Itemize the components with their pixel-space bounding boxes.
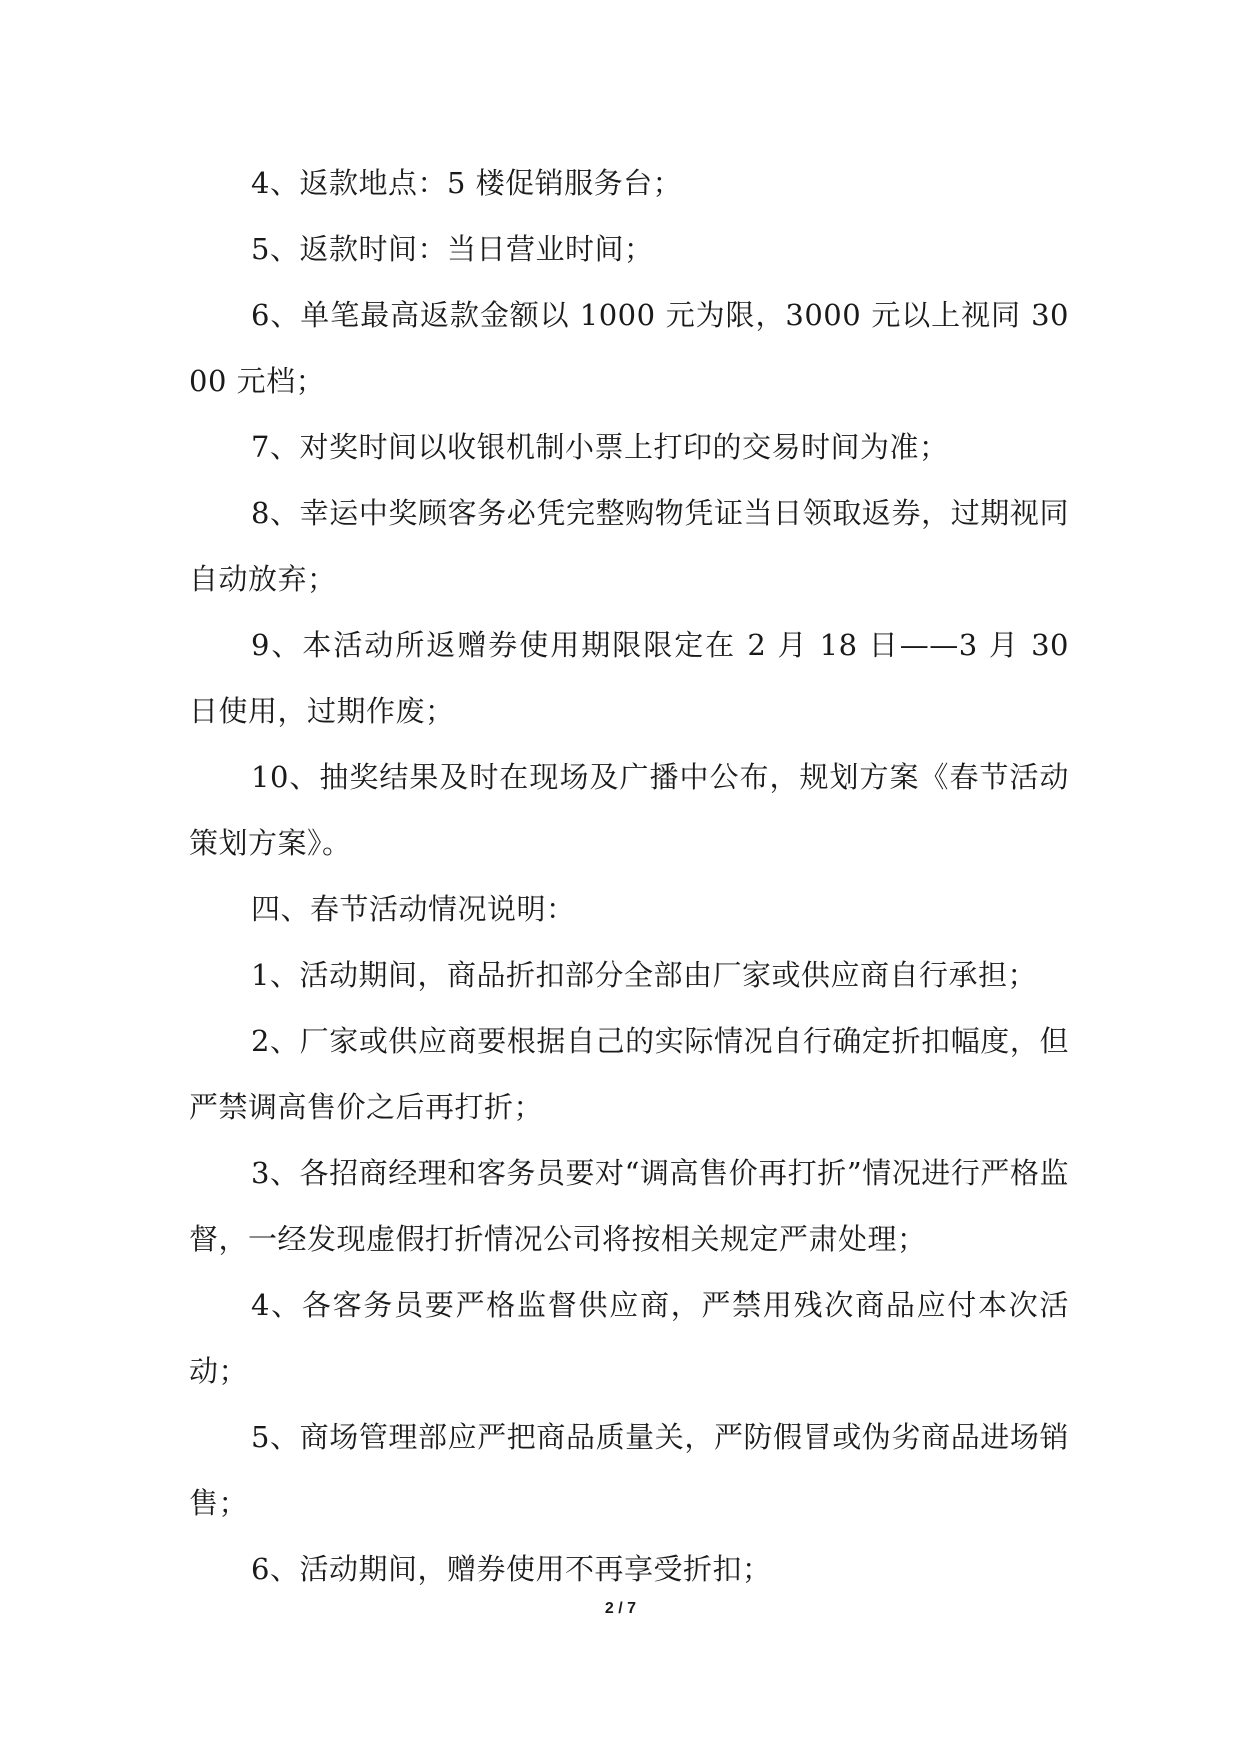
paragraph-prize-time: 7、对奖时间以收银机制小票上打印的交易时间为准； (251, 430, 949, 464)
paragraph-discount-range: 2、厂家或供应商要根据自己的实际情况自行确定折扣幅度，但严禁调高售价之后再打折； (189, 1024, 1069, 1124)
paragraph-coupon-discount: 6、活动期间，赠券使用不再享受折扣； (251, 1552, 772, 1586)
paragraph-supervision: 3、各招商经理和客务员要对“调高售价再打折”情况进行严格监督，一经发现虚假打折情况公司将按相关规定严肃处理； (189, 1156, 1069, 1256)
paragraph-refund-time: 5、返款时间：当日营业时间； (251, 232, 654, 266)
paragraph-discount-bearer: 1、活动期间，商品折扣部分全部由厂家或供应商自行承担； (251, 958, 1037, 992)
paragraph-quality-control: 5、商场管理部应严把商品质量关，严防假冒或伪劣商品进场销售； (189, 1420, 1069, 1520)
paragraph-refund-location: 4、返款地点：5 楼促销服务台； (251, 166, 683, 200)
paragraph-defective-goods: 4、各客务员要严格监督供应商，严禁用残次商品应付本次活动； (189, 1288, 1069, 1388)
paragraph-coupon-validity: 9、本活动所返赠券使用期限限定在 2 月 18 日——3 月 30 日使用，过期作废； (189, 628, 1069, 728)
section-heading: 四、春节活动情况说明： (251, 892, 576, 926)
paragraph-draw-results: 10、抽奖结果及时在现场及广播中公布，规划方案《春节活动策划方案》。 (189, 760, 1069, 860)
document-body (189, 150, 1069, 1602)
paragraph-prize-claim: 8、幸运中奖顾客务必凭完整购物凭证当日领取返券，过期视同自动放弃； (189, 496, 1069, 596)
page-number: 2 / 7 (604, 1600, 637, 1617)
paragraph-refund-limit: 6、单笔最高返款金额以 1000 元为限，3000 元以上视同 3000 元档； (189, 298, 1069, 398)
